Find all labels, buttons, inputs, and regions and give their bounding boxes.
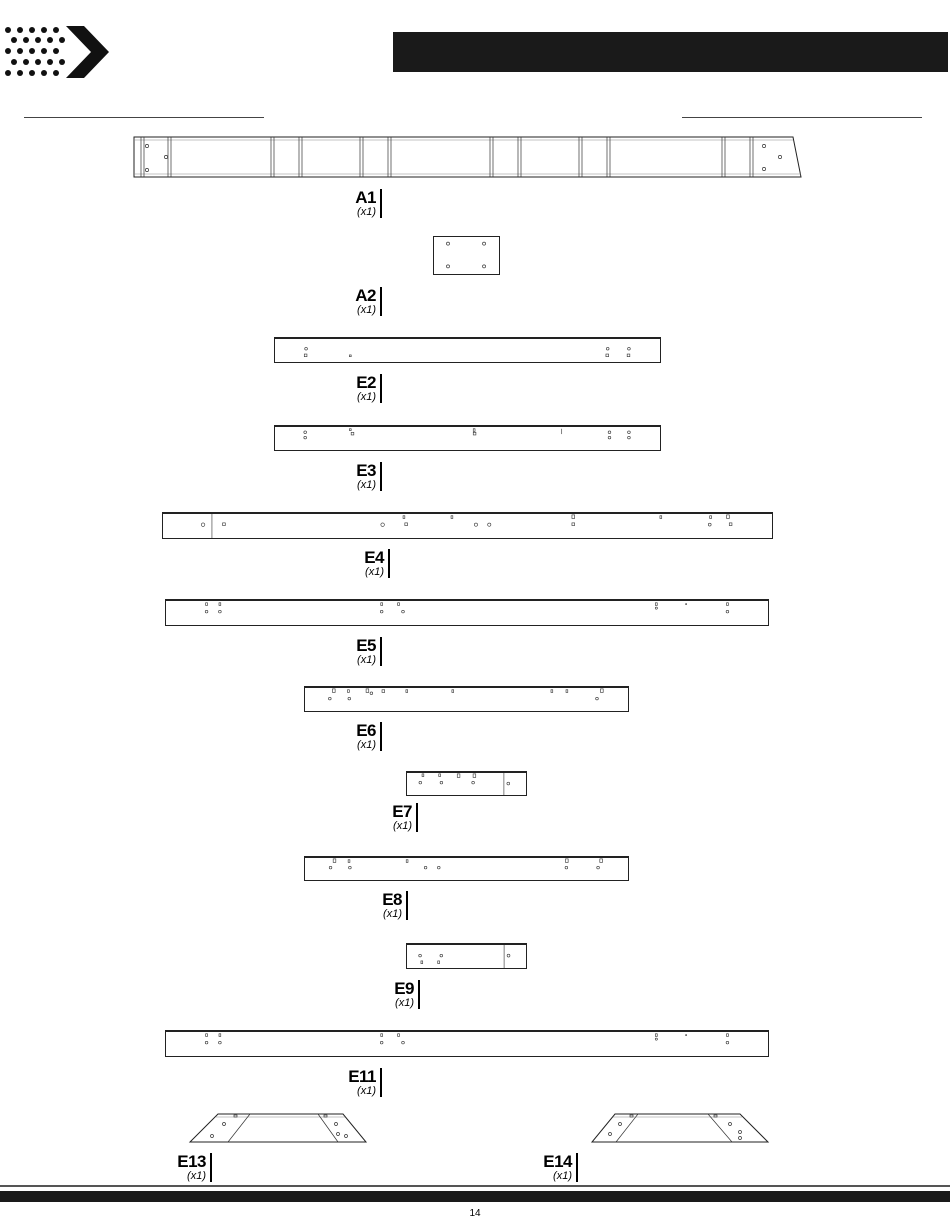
part-code: E13 bbox=[177, 1152, 206, 1171]
part-code: E7 bbox=[392, 802, 412, 821]
footer-rule bbox=[0, 1185, 950, 1187]
part-code: E11 bbox=[348, 1067, 376, 1086]
label-bar bbox=[380, 189, 382, 218]
part-quantity: (x1) bbox=[357, 391, 376, 403]
label-bar bbox=[418, 980, 420, 1009]
part-e8-drawing bbox=[304, 856, 629, 881]
part-label-e6 bbox=[300, 722, 376, 751]
part-code: E14 bbox=[543, 1152, 572, 1171]
part-code: A2 bbox=[355, 286, 376, 305]
part-quantity: (x1) bbox=[365, 566, 384, 578]
part-label-e5 bbox=[300, 637, 376, 666]
part-e14-drawing bbox=[590, 1112, 770, 1144]
part-e9-drawing bbox=[406, 943, 527, 969]
part-e4-drawing bbox=[162, 512, 773, 539]
part-label-e8 bbox=[326, 891, 402, 920]
label-bar bbox=[388, 549, 390, 578]
part-quantity: (x1) bbox=[357, 654, 376, 666]
part-a2-drawing bbox=[433, 236, 500, 275]
label-bar bbox=[416, 803, 418, 832]
part-label-e2 bbox=[300, 374, 376, 403]
part-label-e3 bbox=[300, 462, 376, 491]
header-rule-right bbox=[682, 117, 922, 118]
part-quantity: (x1) bbox=[553, 1170, 572, 1182]
part-quantity: (x1) bbox=[383, 908, 402, 920]
label-bar bbox=[380, 287, 382, 316]
label-bar bbox=[380, 722, 382, 751]
part-a1-drawing bbox=[133, 136, 803, 178]
header-title-bar bbox=[393, 32, 948, 72]
footer-bar bbox=[0, 1191, 950, 1202]
part-e7-drawing bbox=[406, 771, 527, 796]
page-number: 14 bbox=[469, 1208, 481, 1219]
brand-arrow-logo bbox=[2, 24, 110, 82]
part-e13-drawing bbox=[188, 1112, 368, 1144]
part-code: E6 bbox=[356, 721, 376, 740]
part-code: E4 bbox=[364, 548, 384, 567]
part-code: E5 bbox=[356, 636, 376, 655]
part-quantity: (x1) bbox=[395, 997, 414, 1009]
part-e2-drawing bbox=[274, 337, 661, 363]
label-bar bbox=[380, 637, 382, 666]
part-code: E8 bbox=[382, 890, 402, 909]
part-quantity: (x1) bbox=[357, 739, 376, 751]
part-quantity: (x1) bbox=[357, 304, 376, 316]
label-bar bbox=[380, 374, 382, 403]
part-label-a2 bbox=[300, 287, 376, 316]
part-label-a1 bbox=[300, 189, 376, 218]
label-bar bbox=[380, 462, 382, 491]
label-bar bbox=[380, 1068, 382, 1097]
label-bar bbox=[406, 891, 408, 920]
part-label-e4 bbox=[308, 549, 384, 578]
part-code: E3 bbox=[356, 461, 376, 480]
part-quantity: (x1) bbox=[357, 1085, 376, 1097]
part-e3-drawing bbox=[274, 425, 661, 451]
part-e6-drawing bbox=[304, 686, 629, 712]
part-quantity: (x1) bbox=[357, 206, 376, 218]
part-quantity: (x1) bbox=[357, 479, 376, 491]
label-bar bbox=[576, 1153, 578, 1182]
part-code: E2 bbox=[356, 373, 376, 392]
part-quantity: (x1) bbox=[393, 820, 412, 832]
part-e5-drawing bbox=[165, 599, 769, 626]
part-e11-drawing bbox=[165, 1030, 769, 1057]
part-label-e11 bbox=[300, 1068, 376, 1097]
part-label-e14 bbox=[496, 1153, 572, 1182]
part-label-e9 bbox=[338, 980, 414, 1009]
part-code: E9 bbox=[394, 979, 414, 998]
part-label-e13 bbox=[130, 1153, 206, 1182]
part-quantity: (x1) bbox=[187, 1170, 206, 1182]
label-bar bbox=[210, 1153, 212, 1182]
part-code: A1 bbox=[355, 188, 376, 207]
header-rule-left bbox=[24, 117, 264, 118]
part-label-e7 bbox=[336, 803, 412, 832]
